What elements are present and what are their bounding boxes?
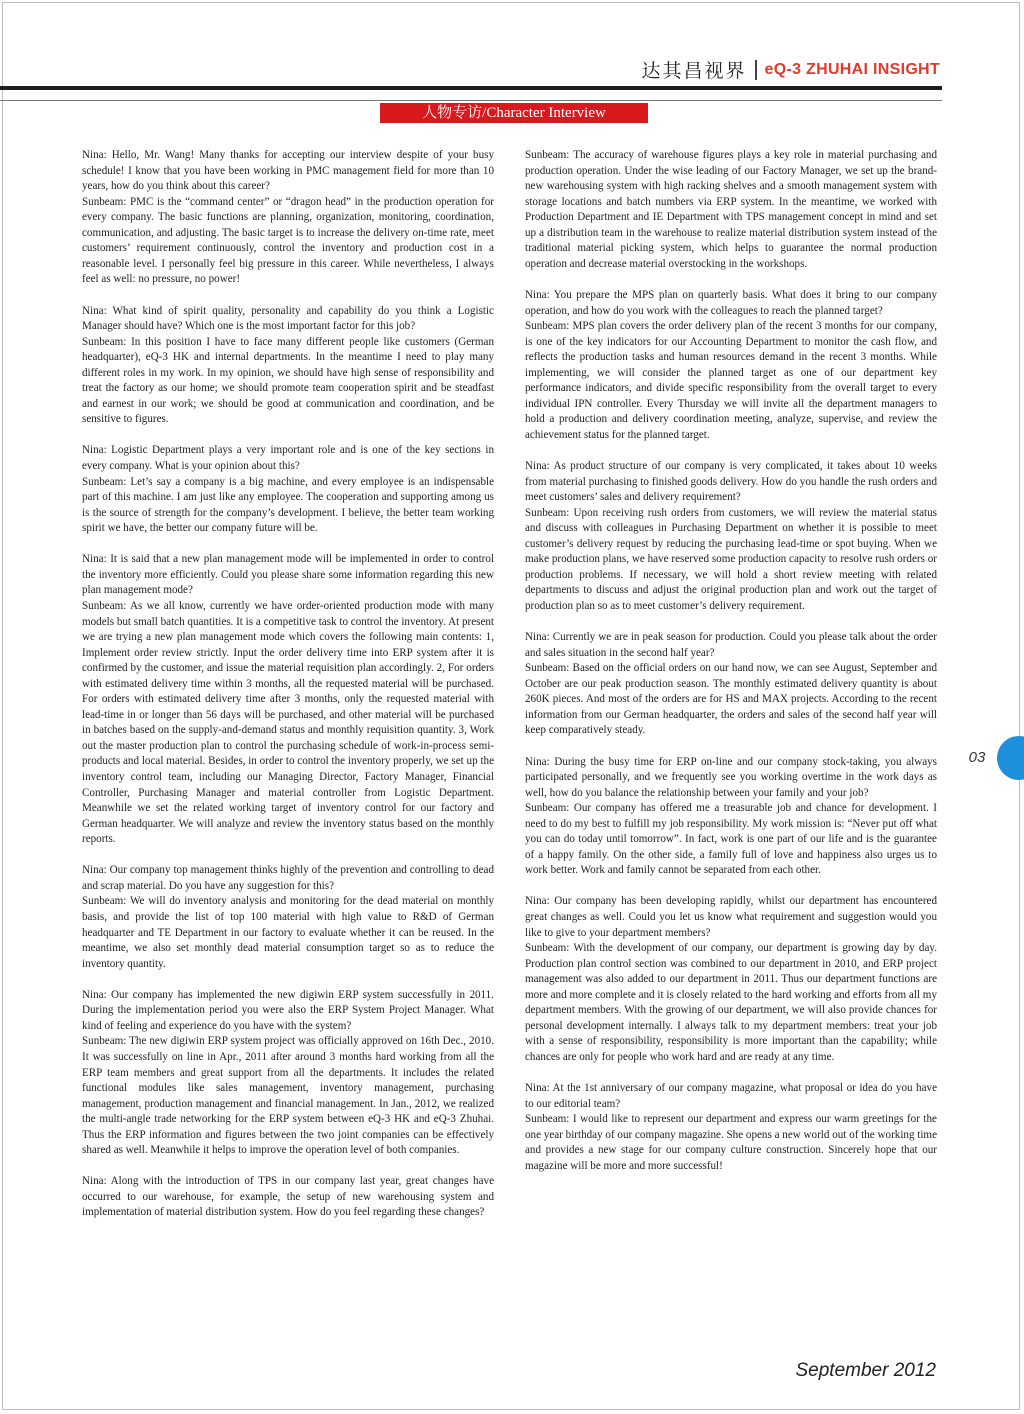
interview-column-left	[82, 148, 494, 1237]
masthead-separator	[755, 60, 757, 80]
paragraph: Nina: What kind of spirit quality, personality and capability do you think a Logistic Manager should have? Which one is the most important factor for this job? Sunbeam: In this position I have to face many different people like customers (German headquarter), eQ-3 HK and internal departments. In the meantime I need to play many different roles in my work. In my opinion, we should have high sense of responsibility and treat the factory as our home; we should promote team cooperation spirit and be steadfast and earnest in our work; we should be good at communication and coordination, and be sensitive to figures.	[82, 304, 494, 426]
issue-date: September 2012	[795, 1360, 936, 1381]
interview-column-right	[525, 148, 937, 1190]
header-rule-thin	[0, 100, 942, 101]
paragraph: Nina: During the busy time for ERP on-line and our company stock-taking, you always participated personally, and we frequently see you working overtime in the work days as well, how do you balance the relationship between your family and your job? Sunbeam: Our company has offered me a treasurable job and chance for development. I need to do my best to fulfill my job responsibility. My work mission is: “Never put off what you can do today until tomorrow”. In fact, work is one part of our life and is the guarantee of a happy family. On the other side, a family full of love and happiness also urges us to work better. Work and family cannot be separated from each other.	[525, 755, 937, 877]
section-label: 人物专访/Character Interview	[380, 103, 648, 123]
paragraph: Nina: Hello, Mr. Wang! Many thanks for accepting our interview despite of your busy schedule! I know that you have been working in PMC management field for more than 10 years, how do you think about this career? Sunbeam: PMC is the “command center” or “dragon head” in the production operation for every company. The basic functions are planning, organization, monitoring, coordination, communication, and adjusting. The basic target is to increase the delivery on-time rate, meet customers’ requirement continuously, control the inventory and production cost in a reasonable level. I personally feel big pressure in this career. While nevertheless, I always feel as well: no pressure, no power!	[82, 149, 494, 286]
paragraph: Nina: It is said that a new plan management mode will be implemented in order to control the inventory more efficiently. Could you please share some information regarding this new plan management mode? Sunbeam: As we all know, currently we have order-oriented production mode with many models but small batch quantities. It is a competitive task to control the inventory. At present we are trying a new plan management mode which covers the following main contents: 1, Implement order review strictly. Input the order delivery time into ERP system after it is confirmed by the customer, and issue the material requisition plan accordingly. 2, For orders with estimated delivery time within 3 months, all the requested material will be purchased. For orders with estimated delivery time after 3 months, only the requested material with lead-time in or longer than 56 days will be purchased, and other material will be purchased in batches based on the supply-and-demand status and monthly requisition quantity. 3, Work out the master production plan to control the purchasing schedule of work-in-process semi-products and local material. Besides, in order to control the inventory properly, we set up the inventory control team, including our Managing Director, Factory Manager, Financial Controller, Purchasing Manager and material controller from Logistic Department. Meanwhile we set the related working target of inventory control for our factory and German headquarter. We will analyze and review the inventory status based on the monthly reports.	[82, 553, 494, 846]
page-number: 03	[968, 749, 986, 766]
paragraph: Nina: Along with the introduction of TPS in our company last year, great changes have occurred to our warehouse, for example, the setup of new warehousing system and implementation of material distribution system. How do you feel regarding these changes?	[82, 1175, 494, 1219]
paragraph: Nina: Currently we are in peak season for production. Could you please talk about the order and sales situation in the second half year? Sunbeam: Based on the official orders on our hand now, we can see August, September and October are our peak production season. The monthly estimated delivery quantity is about 260K pieces. And most of the orders are for HS and MAX projects. According to the recent information from our German headquarter, the orders and sales of the second half year will keep comparatively steady.	[525, 631, 937, 737]
paragraph: Nina: As product structure of our company is very complicated, it takes about 10 weeks from material purchasing to finished goods delivery. How do you handle the rush orders and meet customers’ sales and delivery requirement? Sunbeam: Upon receiving rush orders from customers, we will review the material status and discuss with colleagues in Purchasing Department on whether it is possible to meet customer’s delivery request by reducing the purchasing lead-time or spot buying. When we make production plans, we have reserved some production capacity to resolve rush orders or production problems. If necessary, we will hold a short review meeting with related departments to discuss and adjust the original production plan and work out the target of production plan so as to meet customer’s delivery requirement.	[525, 460, 937, 612]
header-rule-thick	[0, 86, 942, 90]
paragraph: Nina: You prepare the MPS plan on quarterly basis. What does it bring to our company operation, and how do you work with the colleagues to reach the planned target? Sunbeam: MPS plan covers the order delivery plan of the recent 3 months for our company, is one of the key indicators for our Accounting Department to monitor the cash flow, and reflects the production tasks and human resources demand in the recent 3 months. While implementing, we will consider the planned target as one of our department key performance indicators, and divide specific responsibility from the overall target to every individual IPN controller. Every Thursday we will invite all the department managers to hold a production and delivery coordination meeting, analyze, supervise, and review the achievement status for the planned target.	[525, 288, 937, 441]
paragraph: Nina: Logistic Department plays a very important role and is one of the key sections in every company. What is your opinion about this? Sunbeam: Let’s say a company is a big machine, and every employee is an indispensable part of this machine. I am just like any employee. The cooperation and supporting among us is the source of strength for the company’s development. I believe, the better team working spirit we have, the better our company future will be.	[82, 444, 494, 535]
paragraph: Sunbeam: The accuracy of warehouse figures plays a key role in material purchasing and production operation. Under the wise leading of our Factory Manager, we set up the brand-new warehousing system with high racking shelves and a smooth management system with storage locations and batch numbers via ERP system. In the meantime, we worked with Production Department and IE Department with TPS management concept in mind and set up a distribution team in the warehouse to realize material distribution system instead of the traditional material picking system, which helps to guarantee the normal production operation and decrease material overstocking in the workshops.	[525, 149, 937, 270]
paragraph: Nina: Our company top management thinks highly of the prevention and controlling to dead and scrap material. Do you have any suggestion for this? Sunbeam: We will do inventory analysis and monitoring for the dead material on monthly basis, and provide the list of top 100 material with high value to R&D of German headquarter and TE Department in our factory to evaluate whether it can be reused. In the meantime, we also set monthly dead material consumption target so as to reduce the inventory quantity.	[82, 864, 494, 970]
paragraph: Nina: At the 1st anniversary of our company magazine, what proposal or idea do you have to our editorial team? Sunbeam: I would like to represent our department and express our warm greetings for the one year birthday of our company magazine. She opens a new world out of the working time and provides a new stage for our company culture construction. Sincerely hope that our magazine will be more and more successful!	[525, 1082, 937, 1172]
masthead	[641, 56, 940, 83]
magazine-title-chinese: 达其昌视界	[641, 60, 747, 82]
paragraph: Nina: Our company has been developing rapidly, whilst our department has encountered great changes as well. Could you let us know what requirement and suggestion would you like to give to your department members? Sunbeam: With the development of our company, our department is growing day by day. Production plan control section was combined to our department in 2010, and ERP project management was also added to our department in 2011. Thus our department functions are more and more complete and it is closely related to the hard working and efforts from all my department members. With the growing of our department, we will also provide chances for personal development internally. I always talk to my department members: treat your job with a sense of responsibility, responsibility is more important than the capability; while chances are only for people who work hard and are ready at any time.	[525, 895, 937, 1063]
magazine-title-english: eQ-3 ZHUHAI INSIGHT	[764, 60, 940, 78]
paragraph: Nina: Our company has implemented the new digiwin ERP system successfully in 2011. During the implementation period you were also the ERP System Project Manager. What kind of feeling and experience do you have with the system? Sunbeam: The new digiwin ERP system project was officially approved on 16th Dec., 2010. It was successfully on line in Apr., 2011 after around 3 months hard working from all the ERP team members and great support from all the departments. It includes the related functional modules like sales management, inventory management, purchasing management, production management and financial management. In Jan., 2012, we realized the multi-angle trade networking for the ERP system between eQ-3 HK and eQ-3 Zhuhai. Thus the ERP information and figures between the two joint companies can be effectively shared as well. Meanwhile it helps to improve the operation level of both companies.	[82, 988, 494, 1157]
